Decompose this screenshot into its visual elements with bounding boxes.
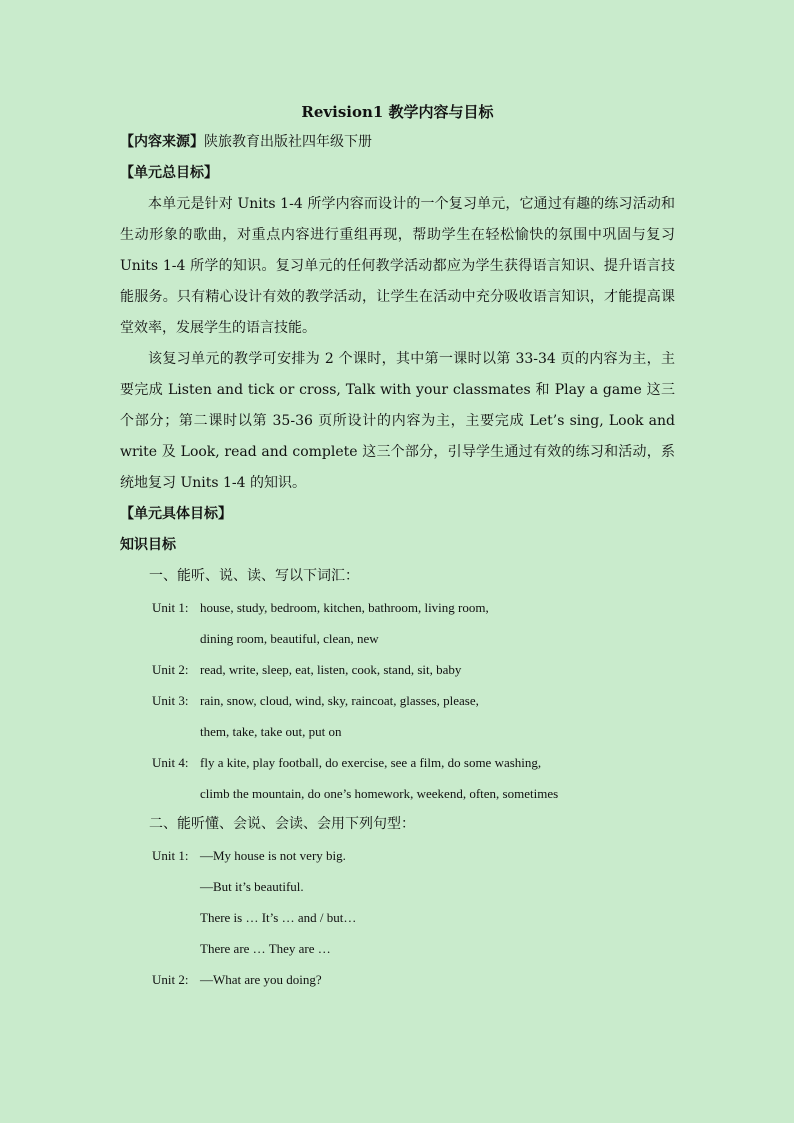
vocab-intro: 一、能听、说、读、写以下词汇：	[149, 568, 359, 584]
unit-label: Unit 1:	[152, 848, 189, 863]
unit-label: Unit 2:	[152, 972, 189, 987]
vocab-words: fly a kite, play football, do exercise, see a film, do some washing,	[200, 755, 542, 770]
vocab-unit-3	[120, 685, 675, 716]
sentence-line: —My house is not very big.	[200, 848, 346, 863]
paragraph-schedule: 该复习单元的教学可安排为 2 个课时，其中第一课时以第 33-34 页的内容为主，主要完成 Listen and tick or cross, Talk with your classmates 和 Play a game 这三个部分；第二课时以第 35-36 页所设计的内容为主，主要完成 Let’s sing, Look and write 及 Look, read and complete 这三个部分，引导学生通过有效的练习和活动，系统地复习 Units 1-4 的知识。	[120, 351, 675, 491]
vocab-unit-4	[120, 747, 675, 778]
document-content	[120, 97, 675, 995]
sentence-line: —But it’s beautiful.	[200, 879, 304, 894]
vocab-unit-3-cont: them, take, take out, put on	[200, 724, 342, 739]
vocab-unit-2	[120, 654, 675, 685]
sentence-line: There is … It’s … and / but…	[200, 910, 357, 925]
page-title: Revision1 教学内容与目标	[301, 103, 494, 121]
paragraph-intro: 本单元是针对 Units 1-4 所学内容而设计的一个复习单元，它通过有趣的练习活动和生动形象的歌曲，对重点内容进行重组再现，帮助学生在轻松愉快的氛围中巩固与复习 Units 1-4 所学的知识。复习单元的任何教学活动都应为学生获得语言知识、提升语言技能服务。只有精心设计有效的教学活动，让学生在活动中充分吸收语言知识，才能提高课堂效率，发展学生的语言技能。	[120, 196, 675, 336]
vocab-unit-1	[120, 592, 675, 623]
content-source	[120, 127, 675, 158]
specific-goal-heading: 【单元具体目标】	[120, 506, 232, 522]
vocab-words: house, study, bedroom, kitchen, bathroom, living room,	[200, 600, 489, 615]
knowledge-goal-heading: 知识目标	[120, 537, 176, 553]
unit-label: Unit 2:	[152, 662, 189, 677]
sentence-unit-1	[120, 840, 675, 871]
sentence-intro: 二、能听懂、会说、会读、会用下列句型：	[149, 816, 415, 832]
vocab-unit-4-cont: climb the mountain, do one’s homework, weekend, often, sometimes	[200, 786, 559, 801]
vocab-words: read, write, sleep, eat, listen, cook, stand, sit, baby	[200, 662, 462, 677]
unit-label: Unit 3:	[152, 693, 189, 708]
unit-label: Unit 1:	[152, 600, 189, 615]
vocab-words: rain, snow, cloud, wind, sky, raincoat, glasses, please,	[200, 693, 479, 708]
sentence-line: There are … They are …	[200, 941, 331, 956]
vocab-unit-1-cont: dining room, beautiful, clean, new	[200, 631, 379, 646]
sentence-line: —What are you doing?	[200, 972, 322, 987]
unit-goal-heading: 【单元总目标】	[120, 165, 218, 181]
content-source-label: 【内容来源】	[120, 134, 204, 150]
unit-label: Unit 4:	[152, 755, 189, 770]
content-source-text: 陕旅教育出版社四年级下册	[204, 134, 372, 150]
sentence-unit-2	[120, 964, 675, 995]
